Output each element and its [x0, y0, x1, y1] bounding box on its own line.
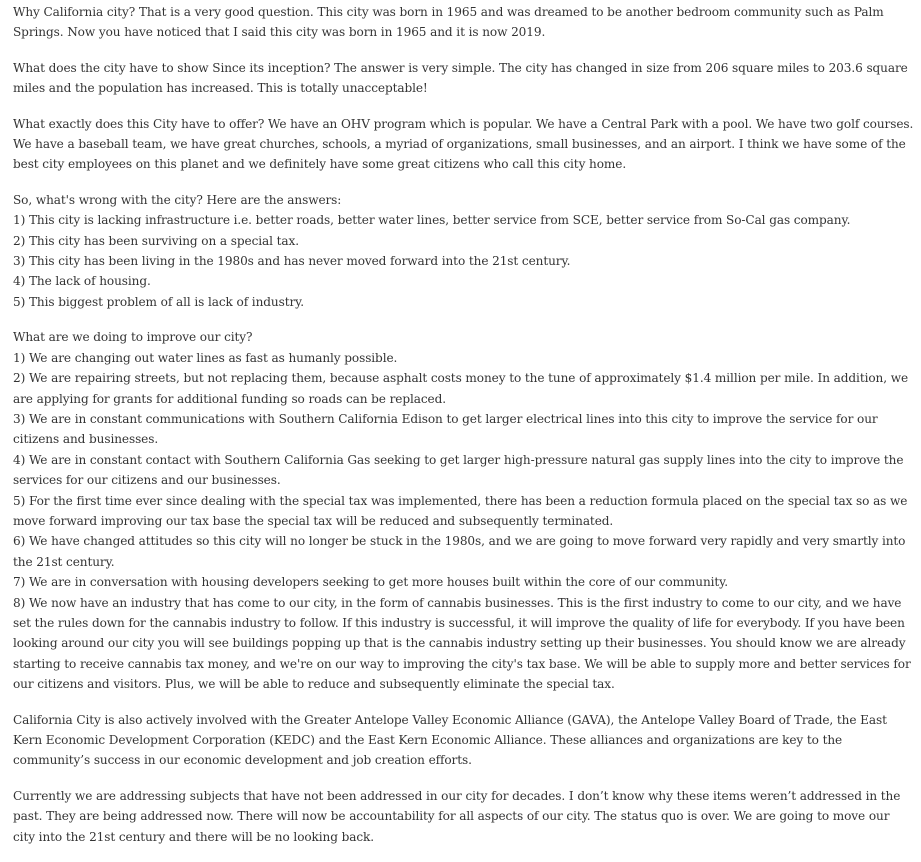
paragraph-line: Currently we are addressing subjects that have not been addressed in our city for decades. I don’t know why these items weren’t addressed in the past. They are being addressed now. There will now be accountability for all aspects of our city. The status quo is over. We are going to move our city into the 21st century and there will be no looking back. [13, 788, 901, 844]
paragraph-offerings [13, 114, 915, 175]
paragraph-inception [13, 58, 915, 99]
list-item: 1) We are changing out water lines as fast as humanly possible. [13, 350, 398, 365]
list-item: 5) This biggest problem of all is lack of industry. [13, 294, 305, 309]
paragraph-line: What exactly does this City have to offer? We have an OHV program which is popular. We have a Central Park with a pool. We have two golf courses. We have a baseball team, we have great churches, schools, a myriad of organizations, small businesses, and an airport. I think we have some of the best city employees on this planet and we definitely have some great citizens who call this city home. [13, 116, 914, 172]
list-item: 4) We are in constant contact with Southern California Gas seeking to get larger high-pressure natural gas supply lines into the city to improve the services for our citizens and our businesses. [13, 452, 904, 488]
article-body [13, 2, 915, 862]
paragraph-alliances [13, 710, 915, 771]
paragraph-problems-list [13, 190, 915, 312]
paragraph-line: California City is also actively involved with the Greater Antelope Valley Economic Alliance (GAVA), the Antelope Valley Board of Trade, the East Kern Economic Development Corporation (KEDC) and the East Kern Economic Alliance. These alliances and organizations are key to the community’s success in our economic development and job creation efforts. [13, 712, 887, 768]
list-item: 8) We now have an industry that has come to our city, in the form of cannabis businesses. This is the first industry to come to our city, and we have set the rules down for the cannabis industry to follow. If this industry is successful, it will improve the quality of life for everybody. If you have been looking around our city you will see buildings popping up that is the cannabis industry setting up their businesses. You should know we are already starting to receive cannabis tax money, and we're on our way to improving the city's tax base. We will be able to supply more and better services for our citizens and visitors. Plus, we will be able to reduce and subsequently eliminate the special tax. [13, 595, 911, 692]
list-item: 1) This city is lacking infrastructure i.e. better roads, better water lines, better service from SCE, better service from So-Cal gas company. [13, 213, 851, 228]
list-item: 3) We are in constant communications with Southern California Edison to get larger electrical lines into this city to improve the service for our citizens and businesses. [13, 411, 878, 447]
paragraph-line: Why California city? That is a very good question. This city was born in 1965 and was dreamed to be another bedroom community such as Palm Springs. Now you have noticed that I said this city was born in 1965 and it is now 2019. [13, 5, 884, 40]
list-heading: So, what's wrong with the city? Here are the answers: [13, 192, 342, 207]
list-item: 4) The lack of housing. [13, 274, 151, 289]
paragraph-intro [13, 2, 915, 43]
paragraph-improvements-list [13, 327, 915, 694]
list-item: 3) This city has been living in the 1980s and has never moved forward into the 21st century. [13, 254, 571, 269]
list-heading: What are we doing to improve our city? [13, 330, 253, 345]
list-item: 6) We have changed attitudes so this city will no longer be stuck in the 1980s, and we are going to move forward very rapidly and very smartly into the 21st century. [13, 534, 906, 569]
paragraph-line: What does the city have to show Since its inception? The answer is very simple. The city has changed in size from 206 square miles to 203.6 square miles and the population has increased. This is totally unacceptable! [13, 60, 908, 96]
list-item: 2) This city has been surviving on a special tax. [13, 233, 299, 248]
list-item: 5) For the first time ever since dealing with the special tax was implemented, there has been a reduction formula placed on the special tax so as we move forward improving our tax base the special tax will be reduced and subsequently terminated. [13, 493, 908, 528]
list-item: 7) We are in conversation with housing developers seeking to get more houses built within the core of our community. [13, 575, 729, 590]
list-item: 2) We are repairing streets, but not replacing them, because asphalt costs money to the tune of approximately $1.4 million per mile. In addition, we are applying for grants for additional funding so roads can be replaced. [13, 371, 909, 406]
paragraph-closing [13, 786, 915, 847]
